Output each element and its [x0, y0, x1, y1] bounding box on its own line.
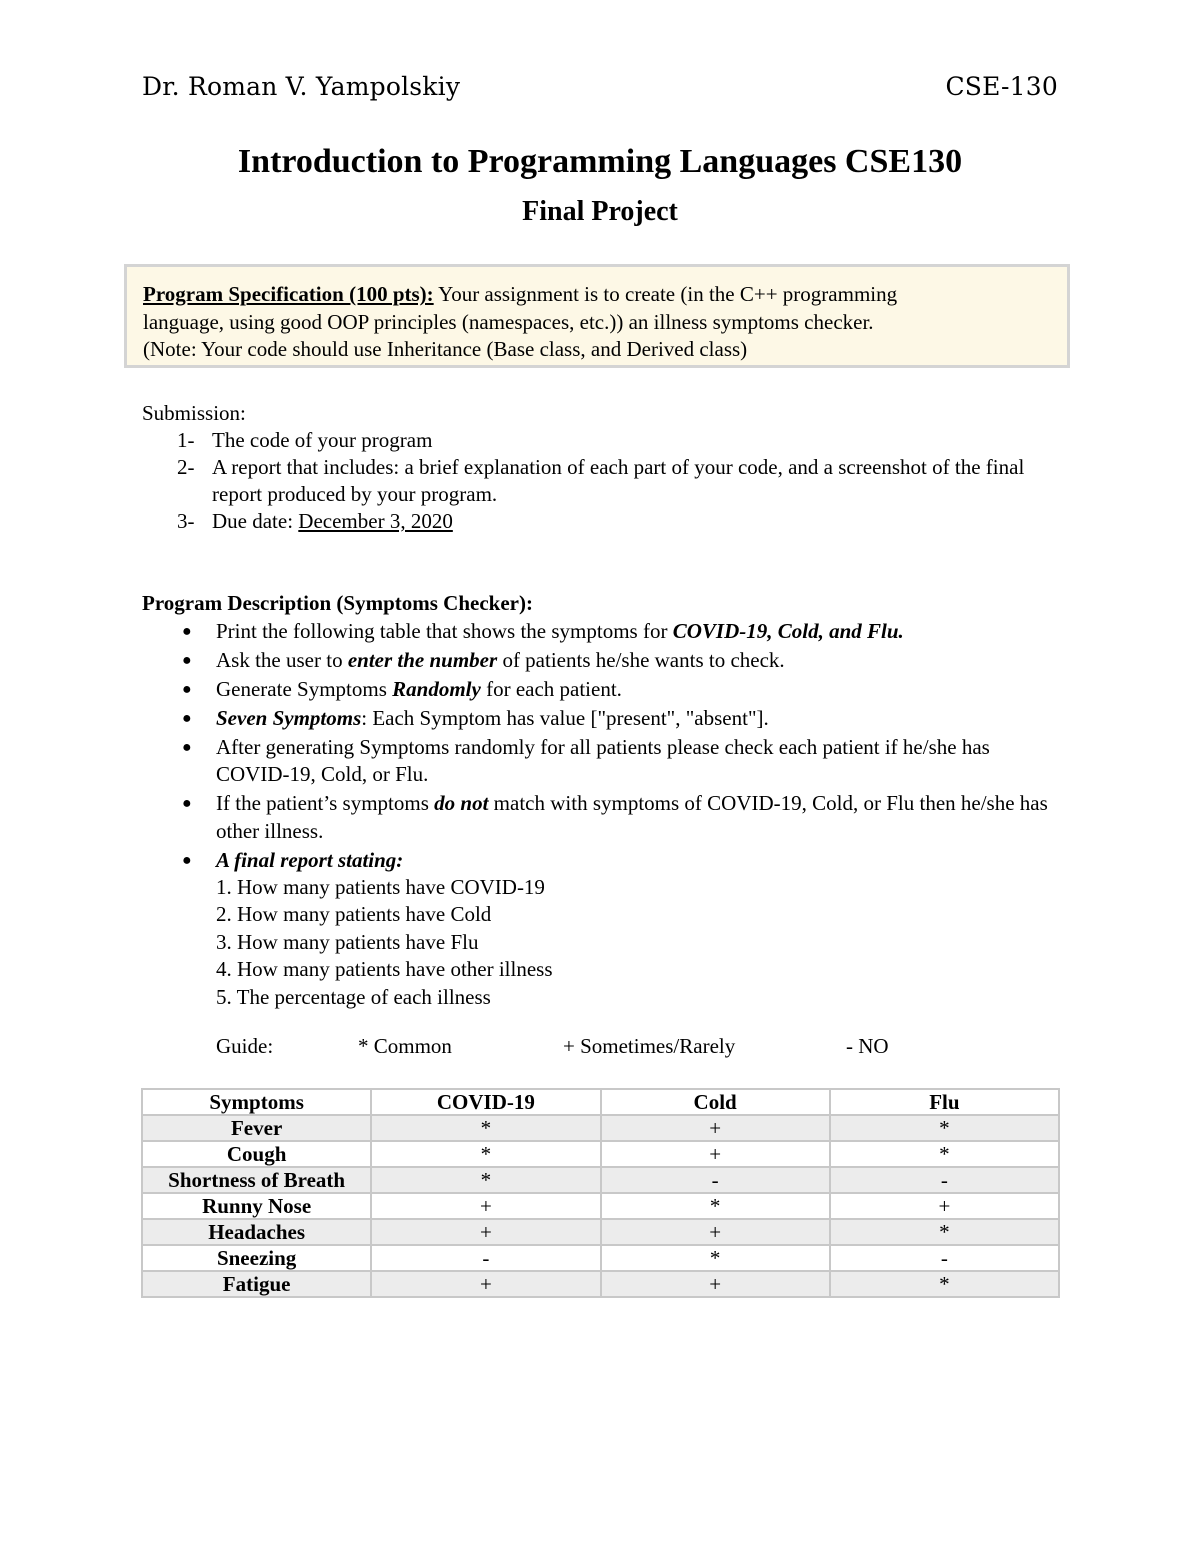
- symbol-guide: [216, 1034, 1016, 1062]
- table-row: [142, 1193, 1059, 1219]
- report-item: 2. How many patients have Cold: [216, 902, 492, 927]
- description-heading: Program Description (Symptoms Checker):: [142, 591, 533, 615]
- spec-label: Program Specification (100 pts):: [143, 282, 434, 306]
- symptom-name: Sneezing: [142, 1245, 371, 1271]
- list-item: [142, 454, 1062, 508]
- list-item: [142, 427, 1062, 454]
- bullet-item: ● After generating Symptoms randomly for all patients please check each patient if he/she has COVID-19, Cold, or Flu.: [182, 735, 990, 787]
- guide-sometimes: + Sometimes/Rarely: [563, 1034, 736, 1058]
- table-cell: *: [371, 1115, 600, 1141]
- symptom-name: Fever: [142, 1115, 371, 1141]
- list-item: [142, 508, 1062, 535]
- table-cell: -: [601, 1167, 830, 1193]
- column-header: COVID-19: [371, 1089, 600, 1115]
- spec-line-1: [143, 281, 1051, 309]
- table-row: [142, 1219, 1059, 1245]
- table-cell: *: [830, 1271, 1059, 1297]
- table-row: [142, 1245, 1059, 1271]
- report-item: 4. How many patients have other illness: [216, 957, 553, 982]
- report-list: [216, 874, 1062, 1011]
- spec-text-1: Your assignment is to create (in the C++ programming: [433, 282, 898, 306]
- list-text: The code of your program: [212, 428, 433, 452]
- bullet-item: ● Print the following table that shows the symptoms for COVID-19, Cold, and Flu.: [142, 618, 1062, 645]
- table-cell: *: [371, 1167, 600, 1193]
- symptom-name: Fatigue: [142, 1271, 371, 1297]
- bullet-icon: ●: [182, 739, 192, 757]
- table-row: [142, 1115, 1059, 1141]
- report-item: 1. How many patients have COVID-19: [216, 875, 545, 900]
- bullet-item: ● Ask the user to enter the number of patients he/she wants to check.: [142, 647, 1062, 674]
- report-item: 5. The percentage of each illness: [216, 984, 491, 1009]
- column-header: Symptoms: [142, 1089, 371, 1115]
- table-row: [142, 1271, 1059, 1297]
- page-header: [142, 72, 1058, 101]
- table-cell: +: [371, 1271, 600, 1297]
- list-number: 3-: [177, 509, 195, 533]
- document-subtitle: Final Project: [522, 196, 678, 227]
- list-text: Due date:: [212, 509, 299, 533]
- column-header: Flu: [830, 1089, 1059, 1115]
- table-cell: *: [601, 1245, 830, 1271]
- table-cell: *: [830, 1141, 1059, 1167]
- table-cell: +: [371, 1193, 600, 1219]
- spec-line-3: (Note: Your code should use Inheritance (Base class, and Derived class): [143, 337, 748, 361]
- bullet-item: ● Generate Symptoms Randomly for each patient.: [142, 676, 1062, 703]
- list-number: 2-: [177, 455, 195, 479]
- list-number: 1-: [177, 428, 195, 452]
- bullet-icon: ●: [182, 795, 192, 813]
- table-cell: +: [371, 1219, 600, 1245]
- symptom-name: Runny Nose: [142, 1193, 371, 1219]
- table-cell: +: [601, 1115, 830, 1141]
- guide-no: - NO: [846, 1034, 889, 1058]
- guide-label: Guide:: [216, 1034, 274, 1058]
- symptom-name: Cough: [142, 1141, 371, 1167]
- table-row: [142, 1167, 1059, 1193]
- bullet-item: ● A final report stating: 1. How many patients have COVID-19 2. How many patients have Cold 3. How many patients have Flu 4. How many patients have other illness 5. The percentage of each illness: [142, 847, 1062, 1011]
- program-specification-box: [124, 264, 1070, 368]
- program-description-section: [142, 590, 1062, 1013]
- bullet-icon: ●: [182, 652, 192, 670]
- table-cell: -: [830, 1167, 1059, 1193]
- report-item: 3. How many patients have Flu: [216, 929, 479, 954]
- table-cell: +: [601, 1219, 830, 1245]
- submission-list: [142, 427, 1062, 535]
- symptom-name: Shortness of Breath: [142, 1167, 371, 1193]
- table-cell: +: [601, 1141, 830, 1167]
- bullet-icon: ●: [182, 710, 192, 728]
- table-cell: +: [601, 1271, 830, 1297]
- submission-section: [142, 400, 1062, 535]
- column-header: Cold: [601, 1089, 830, 1115]
- spec-line-2: language, using good OOP principles (namespaces, etc.)) an illness symptoms checker.: [143, 309, 874, 334]
- due-date: December 3, 2020: [298, 509, 453, 533]
- table-cell: *: [830, 1115, 1059, 1141]
- symptoms-table: [141, 1088, 1060, 1298]
- table-row: [142, 1141, 1059, 1167]
- symptom-name: Headaches: [142, 1219, 371, 1245]
- author-name: Dr. Roman V. Yampolskiy: [142, 72, 461, 101]
- table-cell: *: [601, 1193, 830, 1219]
- description-bullets: [142, 618, 1062, 1011]
- table-header-row: [142, 1089, 1059, 1115]
- bullet-icon: ●: [182, 681, 192, 699]
- table-cell: -: [371, 1245, 600, 1271]
- bullet-icon: ●: [182, 623, 192, 641]
- table-cell: -: [830, 1245, 1059, 1271]
- document-title: Introduction to Programming Languages CSE130: [237, 143, 963, 180]
- bullet-icon: ●: [182, 851, 192, 869]
- list-text: A report that includes: a brief explanation of each part of your code, and a screenshot of the final report produced by your program.: [212, 455, 1025, 506]
- table-cell: +: [830, 1193, 1059, 1219]
- table-cell: *: [371, 1141, 600, 1167]
- guide-common: * Common: [358, 1034, 452, 1058]
- course-code: CSE-130: [945, 72, 1058, 101]
- submission-heading: Submission:: [142, 401, 246, 425]
- table-cell: *: [830, 1219, 1059, 1245]
- bullet-item: ● Seven Symptoms: Each Symptom has value ["present", "absent"].: [142, 705, 1062, 732]
- bullet-item: ● If the patient’s symptoms do not match with symptoms of COVID-19, Cold, or Flu then he/she has other illness.: [182, 791, 1048, 843]
